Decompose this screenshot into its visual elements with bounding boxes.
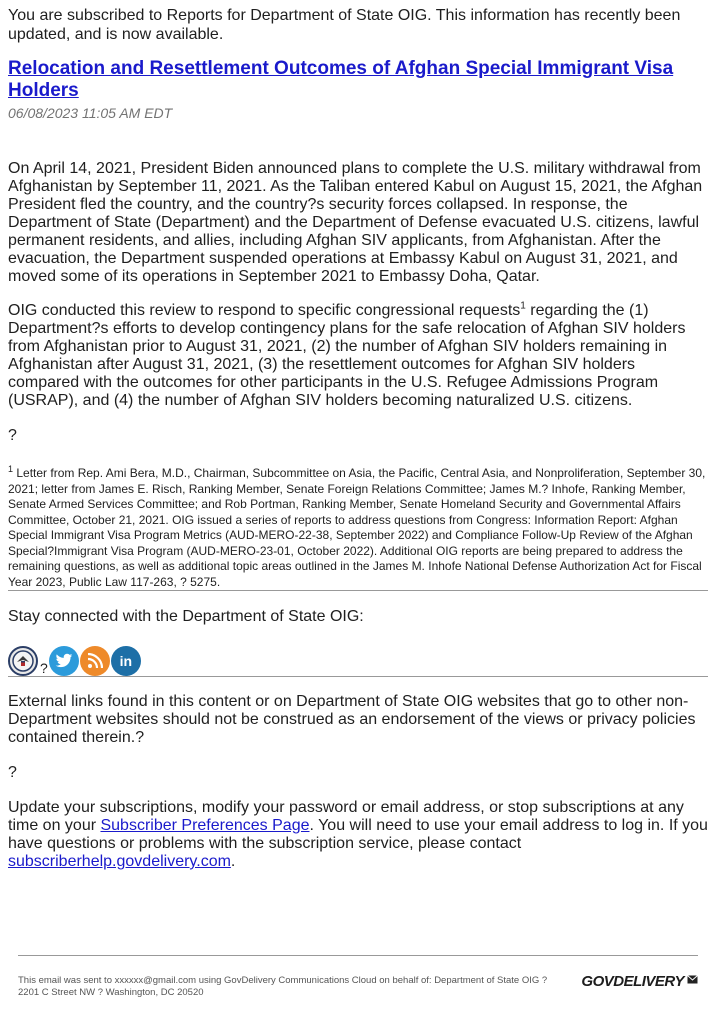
subscription-text-start: Update your subscriptions, modify your password or email address, or stop subscriptions at any time on your <box>8 799 684 834</box>
footnote <box>8 462 708 590</box>
footnote-number: 1 <box>8 464 14 474</box>
envelope-icon <box>687 975 698 987</box>
divider <box>8 590 708 591</box>
footnote-reference: 1 <box>520 300 526 312</box>
envelope-graphic <box>687 975 698 984</box>
footer-text <box>18 975 608 999</box>
article-date: 06/08/2023 11:05 AM EDT <box>8 105 173 121</box>
stay-connected-heading: Stay connected with the Department of State OIG: <box>8 608 364 625</box>
spacer-mark: ? <box>8 427 17 444</box>
seal-graphic <box>12 650 34 672</box>
spacer-mark: ? <box>8 764 17 781</box>
rss-icon[interactable] <box>80 646 110 676</box>
twitter-bird-graphic <box>55 653 73 669</box>
rss-graphic <box>87 653 103 669</box>
email-body <box>8 6 708 887</box>
subscription-management <box>8 799 708 871</box>
external-links-disclaimer: External links found in this content or on Department of State OIG websites that go to other non-Department websites should not be construed as an endorsement of the views or privacy policies contained therein.? <box>8 693 696 746</box>
footnote-text: Letter from Rep. Ami Bera, M.D., Chairman, Subcommittee on Asia, the Pacific, Central Asia, and Nonproliferation, September 30, 2021; letter from James E. Risch, Ranking Member, Senate Foreign Relations Committee; James M.? Inhofe, Ranking Member, Senate Armed Services Committee; and Rob Portman, Ranking Member, Senate Homeland Security and Governmental Affairs Committee, October 21, 2021. OIG issued a series of reports to address questions from Congress: Information Report: Afghan Special Immigrant Visa Program Metrics (AUD-MERO-22-38, September 2022) and Compliance Follow-Up Review of the Afghan Special?Immigrant Visa Program (AUD-MERO-23-01, October 2022). Additional OIG reports are being prepared to address the remaining questions, as well as additional topic areas outlined in the James M. Inhofe National Defense Authorization Act for Fiscal Year 2023, Public Law 117-263, ? 5275. <box>8 466 706 589</box>
social-links <box>8 644 708 676</box>
footer-divider <box>18 955 698 956</box>
icon-separator: ? <box>40 660 48 676</box>
footer-sent-to: This email was sent to xxxxxx@gmail.com using GovDelivery Communications Cloud on behalf of: Department of State OIG ? <box>18 975 548 986</box>
twitter-icon[interactable] <box>49 646 79 676</box>
subscription-notice: You are subscribed to Reports for Department of State OIG. This information has recently been updated, and is now available. <box>8 7 681 43</box>
state-seal-icon[interactable] <box>8 646 38 676</box>
subscriber-help-link[interactable]: subscriberhelp.govdelivery.com <box>8 853 231 870</box>
divider <box>8 676 708 677</box>
paragraph-2-end: regarding the (1) Department?s efforts to develop contingency plans for the safe relocation of Afghan SIV holders from Afghanistan prior to August 31, 2021, (2) the number of Afghan SIV holders remaining in Afghanistan after August 31, 2021, (3) the resettlement outcomes for Afghan SIV holders compared with the outcomes for other participants in the U.S. Refugee Admissions Program (USRAP), and (4) the number of Afghan SIV holders becoming naturalized U.S. citizens. <box>8 302 686 409</box>
subscriber-preferences-link[interactable]: Subscriber Preferences Page <box>100 817 310 834</box>
subscription-text-end: . <box>230 853 236 870</box>
paragraph-2-start: OIG conducted this review to respond to specific congressional requests <box>8 302 521 319</box>
article-paragraph-1: On April 14, 2021, President Biden announced plans to complete the U.S. military withdrawal from Afghanistan by September 11, 2021. As the Taliban entered Kabul on August 15, 2021, the Afghan President fled the country, and the country?s security forces collapsed. In response, the Department of State (Department) and the Department of Defense evacuated U.S. citizens, lawful permanent residents, and allies, including Afghan SIV applicants, from Afghanistan. After the evacuation, the Department suspended operations at Embassy Kabul on August 31, 2021, and moved some of its operations in September 2021 to Embassy Doha, Qatar. <box>8 160 703 285</box>
govdelivery-wordmark: GOVDELIVERY <box>581 973 684 990</box>
article-title-link[interactable]: Relocation and Resettlement Outcomes of Afghan Special Immigrant Visa Holders <box>8 58 674 101</box>
govdelivery-logo <box>581 973 684 990</box>
linkedin-icon[interactable]: in <box>111 646 141 676</box>
article-paragraph-2 <box>8 302 708 410</box>
subscription-text-middle: . You will need to use your email address to log in. If you have questions or problems with the subscription service, please contact <box>8 817 708 852</box>
footer-address: 2201 C Street NW ? Washington, DC 20520 <box>18 987 204 998</box>
